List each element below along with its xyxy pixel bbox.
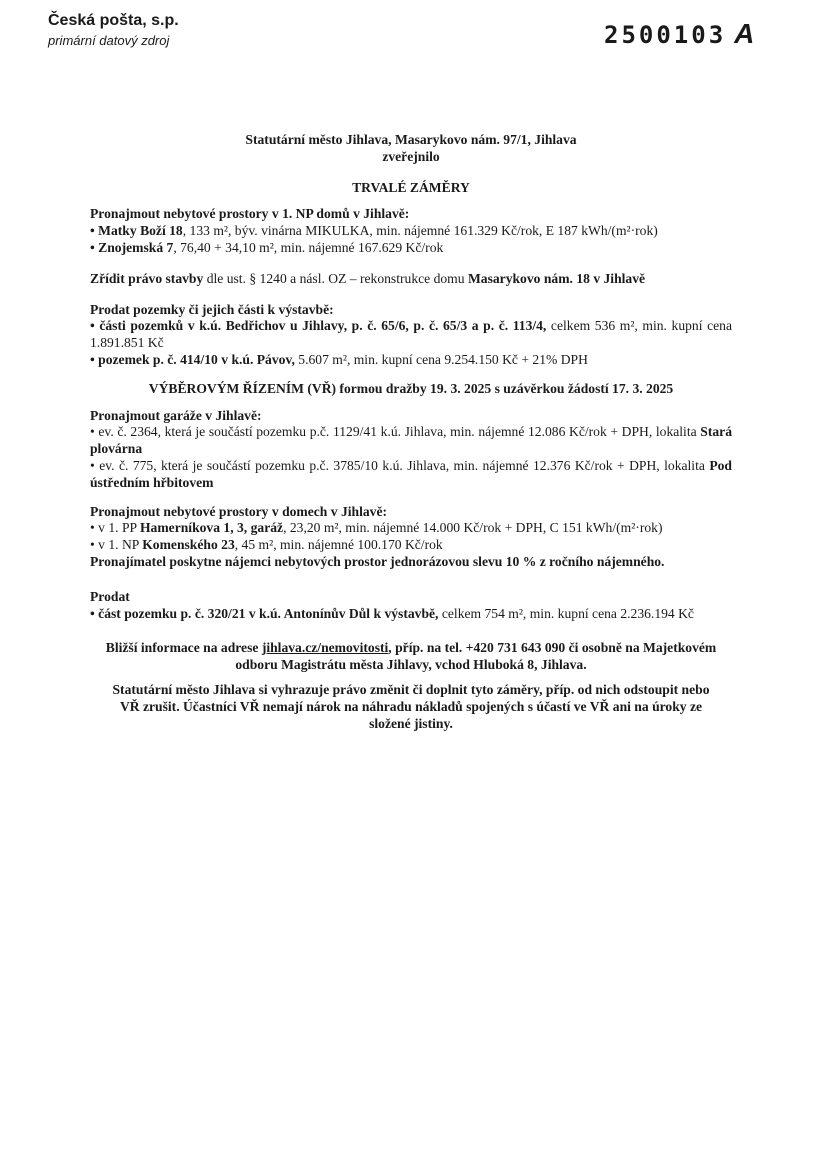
list-item: • ev. č. 775, která je součástí pozemku p.č. 3785/10 k.ú. Jihlava, min. nájemné 12.376 Kč/rok + DPH, lokalita Pod ústředním hřbitovem [90, 457, 732, 490]
company-name: Česká pošta, s.p. [48, 12, 179, 29]
list-item: • část pozemku p. č. 320/21 v k.ú. Antonínův Důl k výstavbě, celkem 754 m², min. kupní cena 2.236.194 Kč [90, 605, 694, 621]
title-line: Statutární město Jihlava, Masarykovo nám. 97/1, Jihlava [245, 132, 577, 147]
section-heading-permanent: TRVALÉ ZÁMĚRY [352, 179, 470, 195]
contact-info: Bližší informace na adrese jihlava.cz/nemovitosti, příp. na tel. +420 731 643 090 či osobně na Majetkovém odboru Magistrátu města Jihlavy, vchod Hluboká 8, Jihlava. [105, 640, 717, 673]
sell-heading: Prodat pozemky či jejich části k výstavbě: [90, 301, 334, 317]
list-item: • v 1. NP Komenského 23, 45 m², min. nájemné 100.170 Kč/rok [90, 537, 443, 553]
building-right: Zřídit právo stavby dle ust. § 1240 a násl. OZ – rekonstrukce domu Masarykovo nám. 18 v Jihlavě [90, 270, 646, 286]
disclaimer: Statutární město Jihlava si vyhrazuje právo změnit či doplnit tyto záměry, příp. od nich odstoupit nebo VŘ zrušit. Účastníci VŘ nemají nárok na náhradu nákladů spojených s účastí ve VŘ ani na úroky ze složené jistiny. [112, 681, 710, 731]
title-subline: zveřejnilo [382, 148, 440, 164]
stamp-number: 2500103 [604, 21, 727, 49]
discount-note: Pronajímatel poskytne nájemci nebytových prostor jednorázovou slevu 10 % z ročního nájemného. [90, 553, 665, 569]
rent-heading: Pronajmout nebytové prostory v 1. NP domů v Jihlavě: [90, 206, 410, 222]
list-item: • Znojemská 7, 76,40 + 34,10 m², min. nájemné 167.629 Kč/rok [90, 239, 444, 255]
garage-heading: Pronajmout garáže v Jihlavě: [90, 407, 262, 423]
list-item: • pozemek p. č. 414/10 v k.ú. Pávov, 5.607 m², min. kupní cena 9.254.150 Kč + 21% DPH [90, 351, 588, 367]
section-heading-auction: VÝBĚROVÝM ŘÍZENÍM (VŘ) formou dražby 19. 3. 2025 s uzávěrkou žádostí 17. 3. 2025 [148, 380, 674, 396]
registration-stamp [604, 18, 757, 50]
stamp-letter: A [734, 18, 758, 49]
postal-header [48, 12, 179, 48]
space-heading: Pronajmout nebytové prostory v domech v Jihlavě: [90, 503, 388, 519]
list-item: • části pozemků v k.ú. Bedřichov u Jihlavy, p. č. 65/6, p. č. 65/3 a p. č. 113/4, celkem 536 m², min. kupní cena 1.891.851 Kč [90, 318, 732, 351]
list-item: • ev. č. 2364, která je součástí pozemku p.č. 1129/41 k.ú. Jihlava, min. nájemné 12.086 Kč/rok + DPH, lokalita Stará plovárna [90, 424, 732, 457]
list-item: • v 1. PP Hamerníkova 1, 3, garáž, 23,20 m², min. nájemné 14.000 Kč/rok + DPH, C 151 kWh/(m²·rok) [90, 520, 663, 536]
document-body [90, 132, 732, 732]
sell-heading-auction: Prodat [90, 588, 130, 604]
website-link[interactable]: jihlava.cz/nemovitosti [261, 640, 389, 656]
source-label: primární datový zdroj [48, 33, 170, 48]
list-item: • Matky Boží 18, 133 m², býv. vinárna MIKULKA, min. nájemné 161.329 Kč/rok, E 187 kWh/(m²·rok) [90, 223, 658, 239]
